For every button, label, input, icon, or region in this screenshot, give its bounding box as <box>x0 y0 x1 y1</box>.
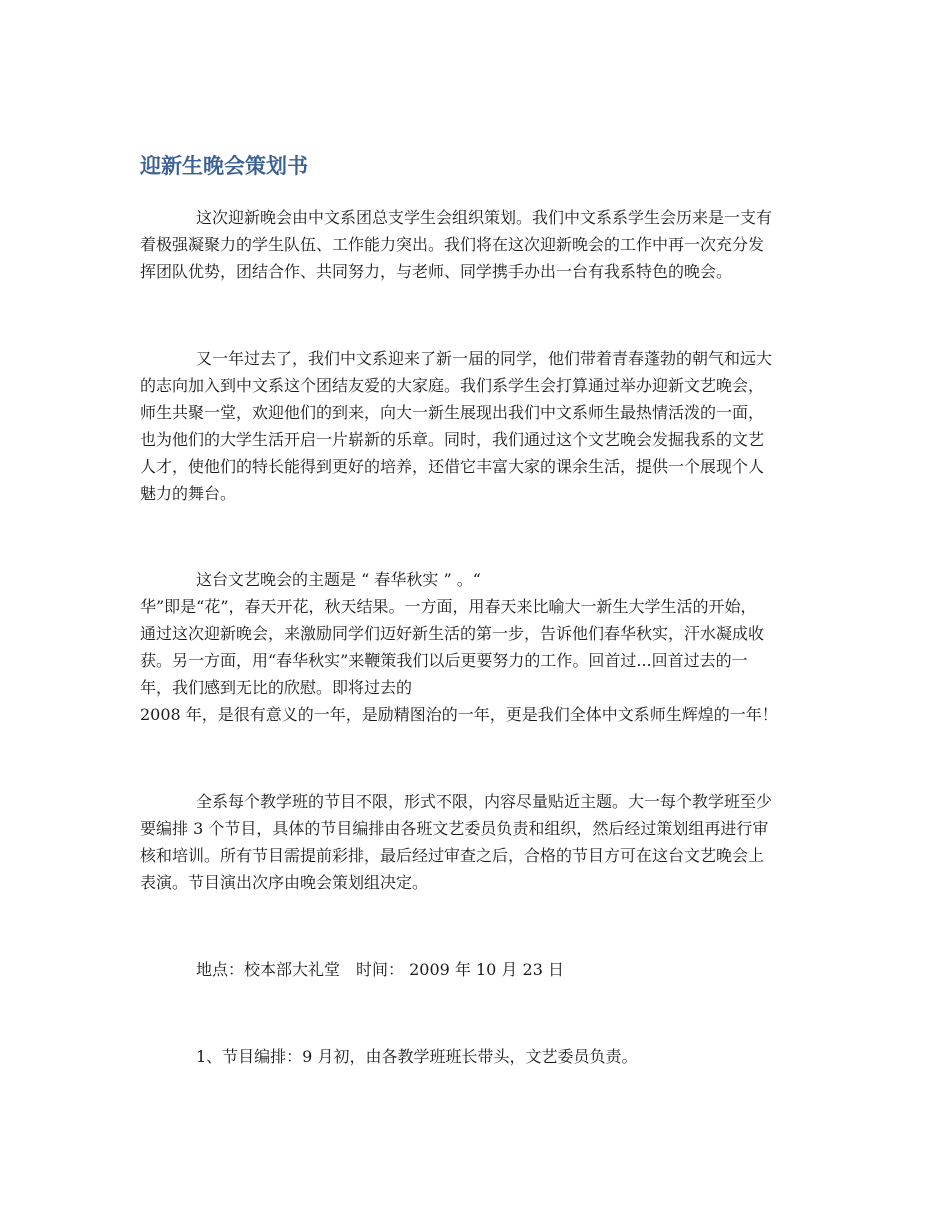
paragraph-line: 地点：校本部大礼堂 时间： 2009 年 10 月 23 日 <box>196 960 564 979</box>
paragraph-line: 全系每个教学班的节目不限，形式不限，内容尽量贴近主题。大一每个教学班至少 <box>196 792 773 811</box>
paragraph-theme <box>140 566 812 728</box>
paragraph-line: 魅力的舞台。 <box>140 484 237 503</box>
paragraph-line: 的志向加入到中文系这个团结友爱的大家庭。我们系学生会打算通过举办迎新文艺晚会， <box>140 376 765 395</box>
paragraph-line: 华”即是“花”，春天开花，秋天结果。一方面，用春天来比喻大一新生大学生活的开始， <box>140 597 757 616</box>
paragraph-intro <box>140 204 812 285</box>
paragraph-background <box>140 345 812 507</box>
paragraph-schedule-item <box>140 1043 812 1070</box>
paragraph-venue-time <box>140 956 812 983</box>
paragraph-line: 表演。节目演出次序由晚会策划组决定。 <box>140 873 429 892</box>
paragraph-line: 2008 年，是很有意义的一年，是励精图治的一年，更是我们全体中文系师生辉煌的一年！ <box>140 705 778 724</box>
paragraph-line: 核和培训。所有节目需提前彩排，最后经过审查之后，合格的节目方可在这台文艺晚会上 <box>140 846 765 865</box>
paragraph-line: 通过这次迎新晚会，来激励同学们迈好新生活的第一步，告诉他们春华秋实，汗水凝成收 <box>140 624 765 643</box>
paragraph-line: 这台文艺晚会的主题是 “ 春华秋实 ” 。“ <box>196 570 481 589</box>
paragraph-line: 这次迎新晚会由中文系团总支学生会组织策划。我们中文系系学生会历来是一支有 <box>196 208 773 227</box>
paragraph-line: 人才，使他们的特长能得到更好的培养，还借它丰富大家的课余生活，提供一个展现个人 <box>140 457 765 476</box>
paragraph-programs <box>140 788 812 896</box>
paragraph-line: 挥团队优势，团结合作、共同努力，与老师、同学携手办出一台有我系特色的晚会。 <box>140 262 733 281</box>
paragraph-line: 要编排 3 个节目，具体的节目编排由各班文艺委员负责和组织，然后经过策划组再进行审 <box>140 819 769 838</box>
paragraph-line: 1、节目编排：9 月初，由各教学班班长带头，文艺委员负责。 <box>196 1047 638 1066</box>
paragraph-line: 师生共聚一堂，欢迎他们的到来，向大一新生展现出我们中文系师生最热情活泼的一面， <box>140 403 765 422</box>
paragraph-line: 获。另一方面，用“春华秋实”来鞭策我们以后更要努力的工作。回首过...回首过去的一 <box>140 651 748 670</box>
paragraph-line: 年，我们感到无比的欣慰。即将过去的 <box>140 678 413 697</box>
paragraph-line: 也为他们的大学生活开启一片崭新的乐章。同时，我们通过这个文艺晚会发掘我系的文艺 <box>140 430 765 449</box>
paragraph-line: 又一年过去了，我们中文系迎来了新一届的同学，他们带着青春蓬勃的朝气和远大 <box>196 349 773 368</box>
paragraph-line: 着极强凝聚力的学生队伍、工作能力突出。我们将在这次迎新晚会的工作中再一次充分发 <box>140 235 765 254</box>
document-title: 迎新生晚会策划书 <box>140 154 308 178</box>
